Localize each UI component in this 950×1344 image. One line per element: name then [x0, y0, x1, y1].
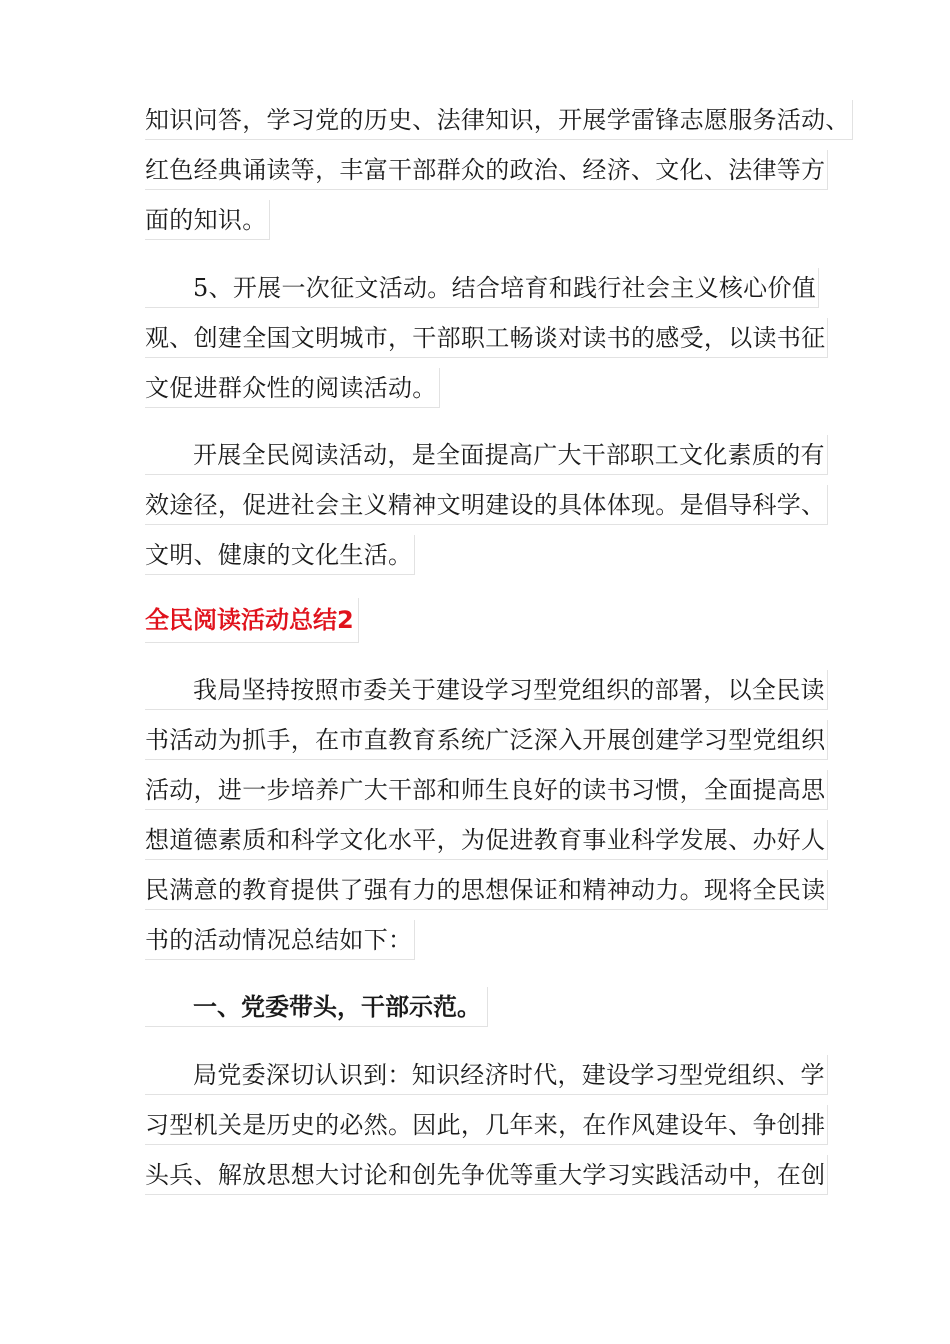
- paragraph-line: 文促进群众性的阅读活动。: [145, 368, 440, 408]
- paragraph-line: 书活动为抓手，在市直教育系统广泛深入开展创建学习型党组织: [145, 720, 828, 760]
- paragraph-line: 头兵、解放思想大讨论和创先争优等重大学习实践活动中，在创: [145, 1155, 828, 1195]
- section-heading: 全民阅读活动总结2: [145, 598, 359, 643]
- paragraph-line: 观、创建全国文明城市，干部职工畅谈对读书的感受，以读书征: [145, 318, 828, 358]
- paragraph-line: 知识问答，学习党的历史、法律知识，开展学雷锋志愿服务活动、: [145, 100, 853, 140]
- paragraph-line: 想道德素质和科学文化水平，为促进教育事业科学发展、办好人: [145, 820, 828, 860]
- paragraph-line: 5、开展一次征文活动。结合培育和践行社会主义核心价值: [145, 268, 819, 308]
- paragraph-line: 文明、健康的文化生活。: [145, 535, 415, 575]
- paragraph-line: 我局坚持按照市委关于建设学习型党组织的部署，以全民读: [145, 670, 828, 710]
- paragraph-line: 活动，进一步培养广大干部和师生良好的读书习惯，全面提高思: [145, 770, 828, 810]
- paragraph-line: 红色经典诵读等，丰富干部群众的政治、经济、文化、法律等方: [145, 150, 828, 190]
- paragraph-line: 面的知识。: [145, 200, 270, 240]
- paragraph-line: 民满意的教育提供了强有力的思想保证和精神动力。现将全民读: [145, 870, 828, 910]
- subsection-heading: 一、党委带头，干部示范。: [145, 987, 488, 1027]
- paragraph-line: 习型机关是历史的必然。因此，几年来，在作风建设年、争创排: [145, 1105, 828, 1145]
- paragraph-line: 效途径，促进社会主义精神文明建设的具体体现。是倡导科学、: [145, 485, 828, 525]
- paragraph-line: 书的活动情况总结如下：: [145, 920, 415, 960]
- paragraph-line: 开展全民阅读活动，是全面提高广大干部职工文化素质的有: [145, 435, 828, 475]
- paragraph-line: 局党委深切认识到：知识经济时代，建设学习型党组织、学: [145, 1055, 828, 1095]
